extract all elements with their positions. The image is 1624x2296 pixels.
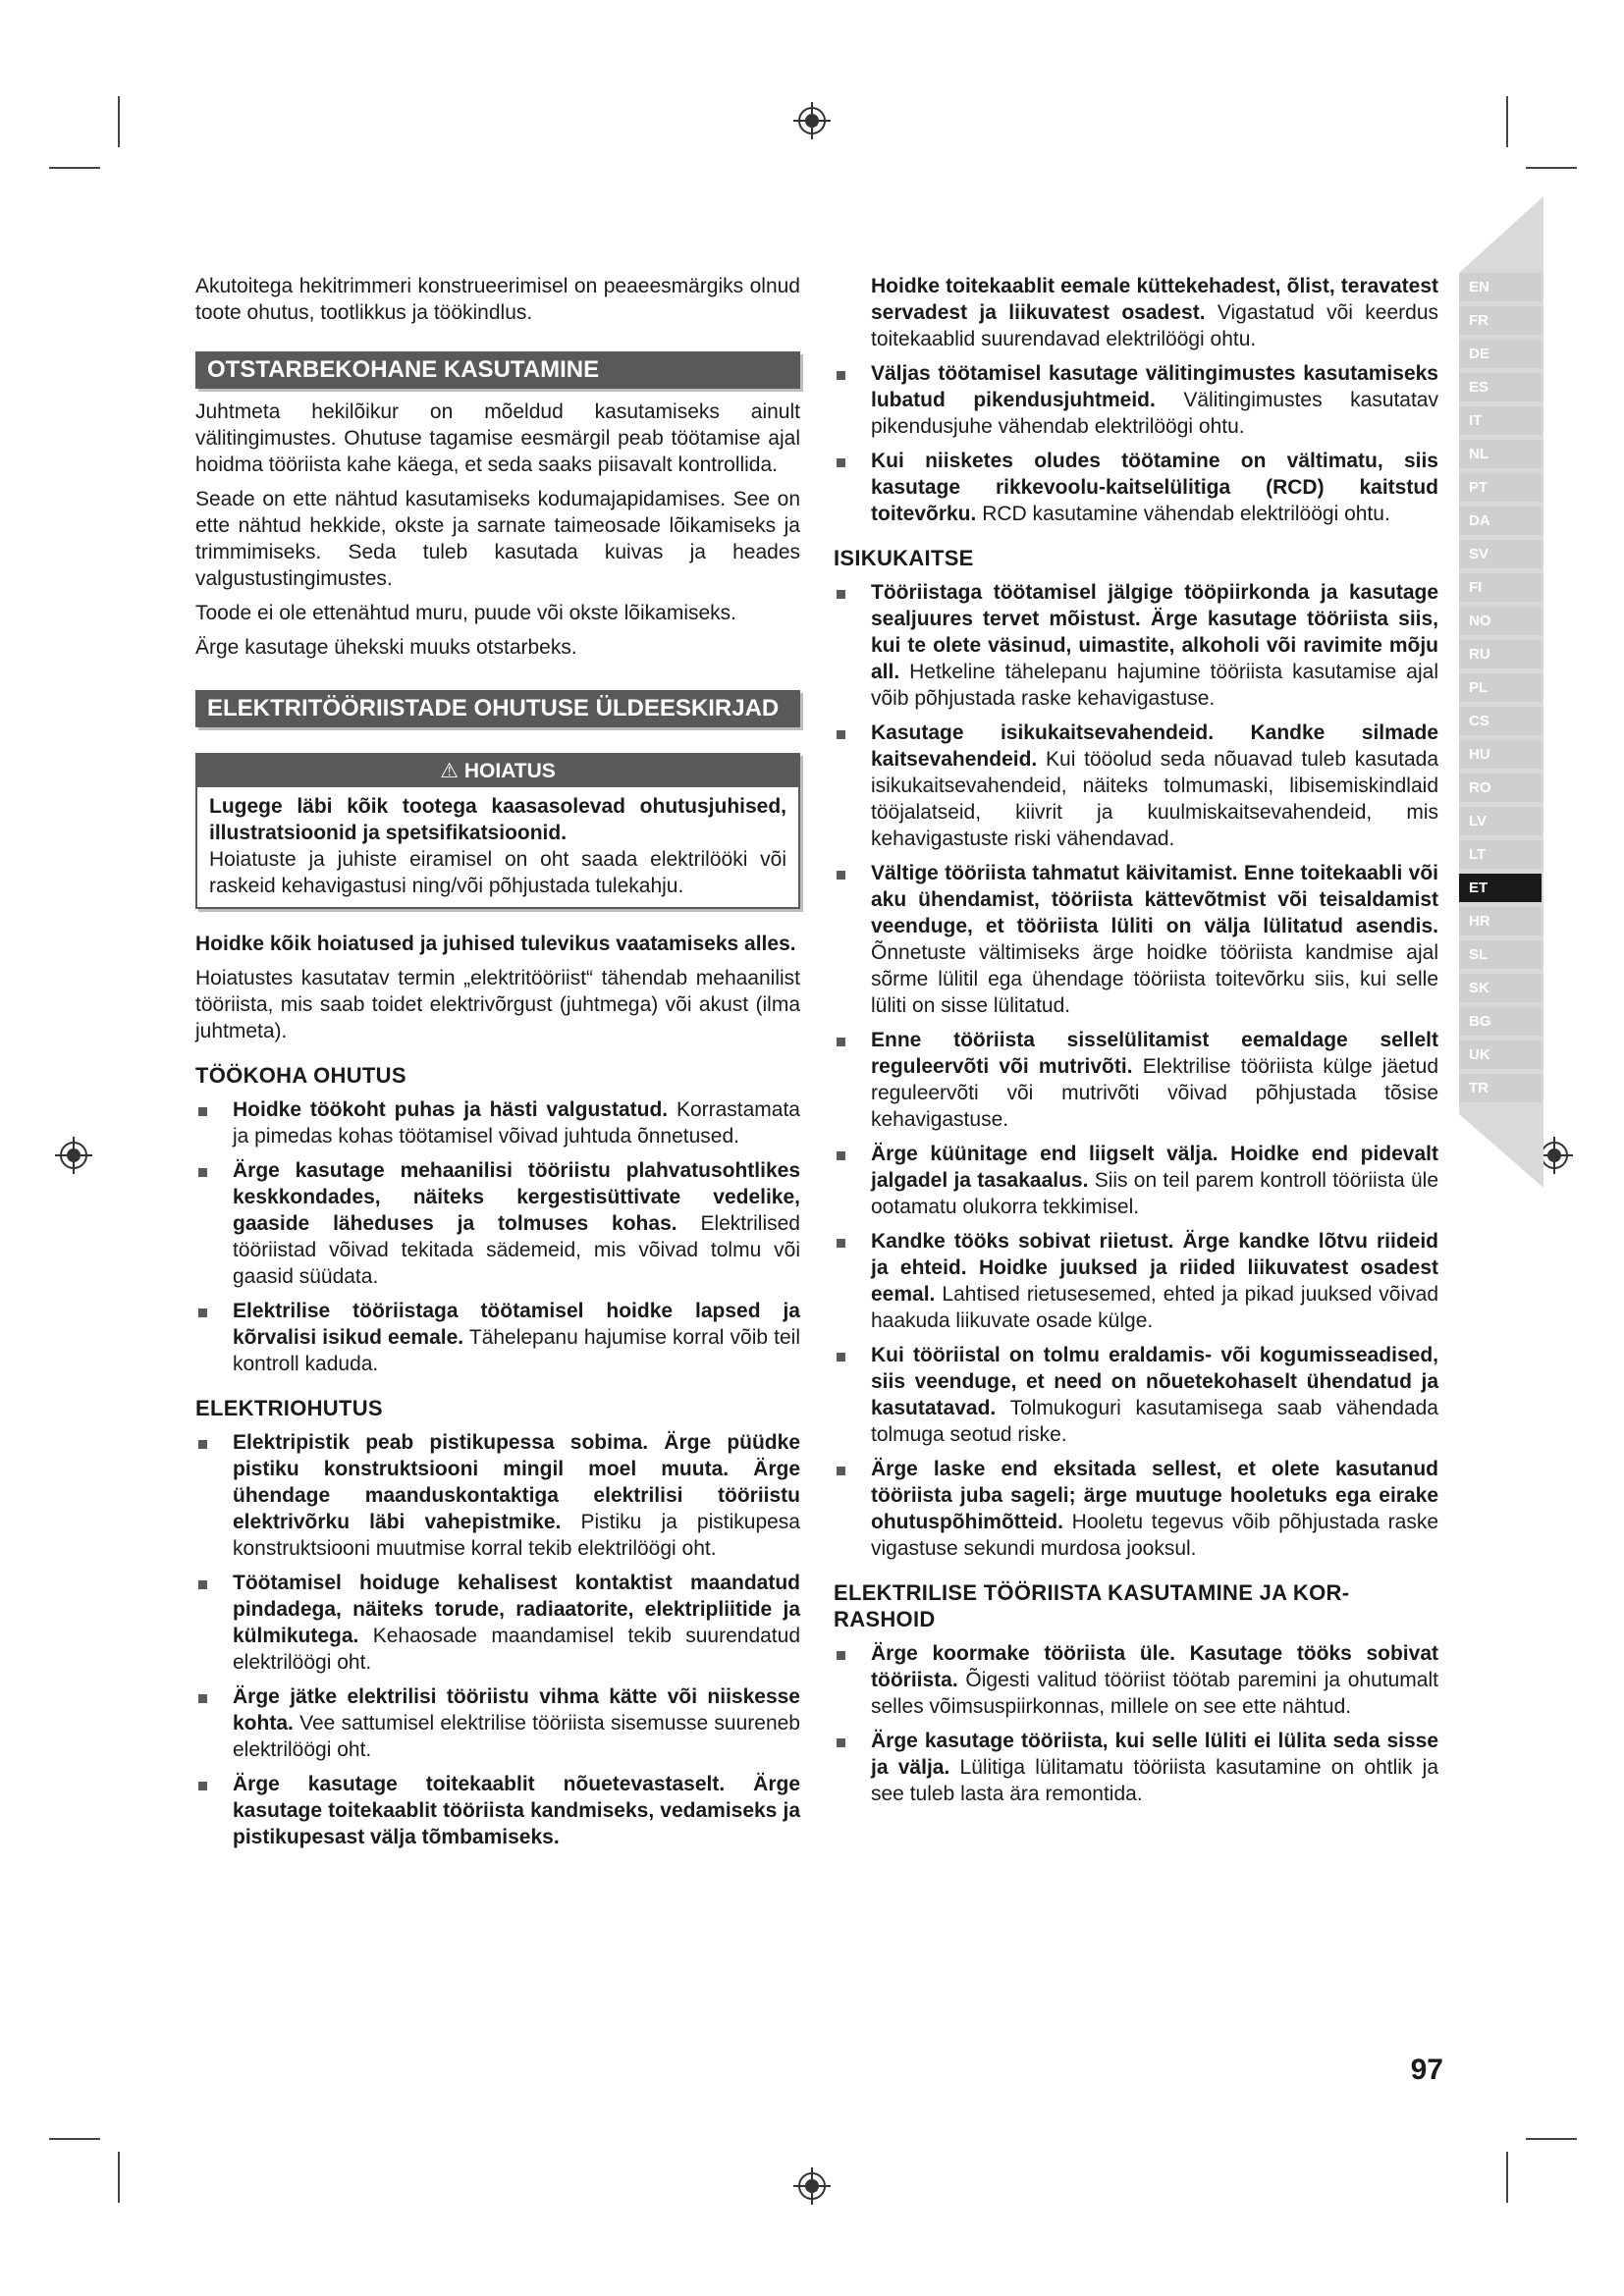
personal-safety-list (834, 579, 1438, 1562)
language-tab-no[interactable]: NO (1459, 607, 1542, 635)
language-tabs (1459, 273, 1542, 1107)
crop-mark (1526, 2138, 1577, 2140)
list-item: Ärge laske end eksitada sellest, et olete kasutanud tööriista juba sageli; ärge muutuge hooletuks ega eirake ohutuspõhimõtteid. Hooletu tegevus võib põhjustada raske vigastuse sekundi murdosa jooksul. (834, 1456, 1438, 1562)
electrical-list-continued (834, 360, 1438, 527)
list-item: Ärge kasutage toitekaablit nõuetevastaselt. Ärge kasutage toitekaablit tööriista kandmiseks, vedamiseks ja pistikupesast välja tõmbamiseks. (195, 1771, 800, 1850)
language-tab-fr[interactable]: FR (1459, 306, 1542, 335)
language-tab-sv[interactable]: SV (1459, 540, 1542, 568)
warning-bold-text: Lugege läbi kõik tootega kaasasolevad ohutusjuhised, illustratsioonid ja spetsifikatsioonid. (209, 795, 786, 844)
language-tab-lv[interactable]: LV (1459, 807, 1542, 835)
tool-use-list (834, 1640, 1438, 1807)
left-column (195, 273, 800, 1858)
keep-instructions-text: Hoidke kõik hoiatused ja juhised tulevikus vaatamiseks alles. (195, 933, 796, 955)
language-tab-it[interactable]: IT (1459, 406, 1542, 435)
list-item: Ärge kasutage tööriista, kui selle lüliti ei lülita seda sisse ja välja. Lülitiga lülitamatu tööriista kasutamine on ohtlik ja see tuleb lasta ära remontida. (834, 1728, 1438, 1807)
intro-text: Akutoitega hekitrimmeri konstrueerimisel on peaeesmärgiks olnud toote ohutus, tootlikkus ja töökindlus. (195, 275, 800, 324)
language-tab-da[interactable]: DA (1459, 507, 1542, 535)
electrical-list (195, 1429, 800, 1850)
crop-mark (1506, 96, 1508, 147)
list-item: Väljas töötamisel kasutage välitingimustes kasutamiseks lubatud pikendusjuhtmeid. Välitingimustes kasutatav pikendusjuhe vähendab elektrilöögi ohtu. (834, 360, 1438, 440)
list-item: Kasutage isikukaitsevahendeid. Kandke silmade kaitsevahendeid. Kui tööolud seda nõuavad tuleb kasutada isikukaitsevahendeid, näiteks tolmumaski, libisemiskindlaid tööjalatseid, kiivrit ja kuulmiskaitsevahendeid, mis kehavigastuste riski vähendavad. (834, 720, 1438, 852)
paragraph: Seade on ette nähtud kasutamiseks kodumajapidamises. See on ette nähtud hekkide, okste ja sarnate taimeosade lõikamiseks ja trimmimiseks. Seda tuleb kasutada kuivas ja heades valgustustingimustes. (195, 488, 800, 590)
paragraph: Toode ei ole ettenähtud muru, puude või okste lõikamiseks. (195, 602, 736, 624)
warning-heading: ⚠ HOIATUS (197, 755, 798, 787)
list-item: Elektrilise tööriistaga töötamisel hoidke lapsed ja kõrvalisi isikud eemale. Tähelepanu hajumise korral võib teil kontroll kaduda. (195, 1298, 800, 1377)
crop-mark (118, 2152, 120, 2203)
list-item: Tööriistaga töötamisel jälgige tööpiirkonda ja kasutage sealjuures tervet mõistust. Ärge kasutage tööriista siis, kui te olete väsinud, uimastite, alkoholi või ravimite mõju all. Hetkeline tähelepanu hajumine tööriista kasutamise ajal võib põhjustada raske kehavigastuse. (834, 579, 1438, 712)
continued-item: Hoidke toitekaablit eemale küttekehadest, õlist, teravatest servadest ja liikuvatest osadest. Vigastatud või keerdus toitekaablid suurendavad elektrilöögi ohtu. (871, 275, 1438, 350)
warning-text: Hoiatuste ja juhiste eiramisel on oht saada elektrilööki või raskeid kehavigastusi ning/või põhjustada tulekahju. (209, 848, 786, 897)
language-tab-pl[interactable]: PL (1459, 673, 1542, 702)
language-tab-ro[interactable]: RO (1459, 774, 1542, 802)
list-item: Kui niisketes oludes töötamine on vältimatu, siis kasutage rikkevoolu-kaitselülitiga (RCD) kaitstud toitevõrku. RCD kasutamine vähendab elektrilöögi ohtu. (834, 448, 1438, 527)
warning-box (195, 753, 800, 909)
subheading-workplace-safety: TÖÖKOHA OHUTUS (195, 1063, 406, 1088)
language-tab-de[interactable]: DE (1459, 340, 1542, 368)
language-tab-nl[interactable]: NL (1459, 440, 1542, 468)
list-item: Enne tööriista sisselülitamist eemaldage sellelt reguleervõti või mutrivõti. Elektrilise tööriista külge jäetud reguleervõti või mutrivõti võivad põhjustada tõsise kehavigastuse. (834, 1027, 1438, 1133)
list-item: Ärge jätke elektrilisi tööriistu vihma kätte või niiskesse kohta. Vee sattumisel elektrilise tööriista sisemusse suureneb elektrilöögi oht. (195, 1683, 800, 1763)
list-item: Ärge kasutage mehaanilisi tööriistu plahvatusohtlikes keskkondades, näiteks kergestisüttivate vedelike, gaaside läheduses ja tolmuses kohas. Elektrilised tööriistad võivad tekitada sädemeid, mis võivad tolmu või gaasid süüdata. (195, 1157, 800, 1290)
crop-mark (1526, 167, 1577, 169)
subheading-personal-safety: ISIKUKAITSE (834, 546, 974, 570)
crop-mark (49, 167, 100, 169)
warning-triangle-icon: ⚠ (440, 760, 460, 782)
section-heading-general-safety: ELEKTRITÖÖRIISTADE OHUTUSE ÜLDEESKIRJAD (195, 690, 800, 727)
paragraph: Juhtmeta hekilõikur on mõeldud kasutamiseks ainult välitingimustes. Ohutuse tagamise eesmärgil peab töötamise ajal hoidma tööriista kahe käega, et seda saaks piisavalt kontrollida. (195, 400, 800, 476)
registration-mark-icon (793, 2167, 831, 2205)
list-item: Töötamisel hoiduge kehalisest kontaktist maandatud pindadega, näiteks torude, radiaatorite, elektripliitide ja külmikutega. Kehaosade maandamisel tekib suurendatud elektrilöögi oht. (195, 1570, 800, 1676)
subheading-electrical-safety: ELEKTRIOHUTUS (195, 1396, 383, 1420)
language-tab-en[interactable]: EN (1459, 273, 1542, 301)
list-item: Hoidke töökoht puhas ja hästi valgustatud. Korrastamata ja pimedas kohas töötamisel võivad juhtuda õnnetused. (195, 1096, 800, 1149)
language-tab-uk[interactable]: UK (1459, 1041, 1542, 1069)
list-item: Vältige tööriista tahmatut käivitamist. Enne toitekaabli või aku ühendamist, tööriista kättevõtmist või teisaldamist veenduge, et tööriista lüliti on välja lülitatud asendis. Õnnetuste vältimiseks ärge hoidke tööriista kandmise ajal sõrme lülitil ega ühendage tööriista toitevõrku siis, kui selle lüliti on sisse lülitatud. (834, 860, 1438, 1019)
language-tab-hu[interactable]: HU (1459, 740, 1542, 769)
registration-mark-icon (793, 102, 831, 139)
right-column (834, 273, 1438, 1815)
crop-mark (118, 96, 120, 147)
list-item: Kandke tööks sobivat riietust. Ärge kandke lõtvu riideid ja ehteid. Hoidke juuksed ja riided liikuvatest osadest eemal. Lahtised rietusesemed, ehted ja pikad juuksed võivad haakuda liikuvate osade külge. (834, 1228, 1438, 1334)
workplace-list (195, 1096, 800, 1377)
language-tab-sk[interactable]: SK (1459, 974, 1542, 1002)
language-tab-et[interactable]: ET (1459, 874, 1542, 902)
subheading-tool-use-care: ELEKTRILISE TÖÖRIISTA KASUTAMINE JA KOR-RASHOID (834, 1580, 1350, 1631)
list-item: Elektripistik peab pistikupessa sobima. Ärge püüdke pistiku konstruktsiooni mingil moel muuta. Ärge ühendage maanduskontaktiga elektrilisi tööriistu elektrivõrku läbi vahepistmike. Pistiku ja pistikupesa konstruktsiooni muutmise korral tekib elektrilöögi oht. (195, 1429, 800, 1562)
list-item: Ärge koormake tööriista üle. Kasutage tööks sobivat tööriista. Õigesti valitud tööriist töötab paremini ja ohutumalt selles võimsuspiirkonnas, millele on see ette nähtud. (834, 1640, 1438, 1720)
language-tab-fi[interactable]: FI (1459, 573, 1542, 602)
registration-mark-icon (55, 1137, 92, 1174)
term-definition-text: Hoiatustes kasutatav termin „elektritööriist“ tähendab mehaanilist tööriista, mis saab toidet elektrivõrgust (juhtmega) või akust (ilma juhtmeta). (195, 967, 800, 1042)
language-tab-cs[interactable]: CS (1459, 707, 1542, 735)
language-tab-bg[interactable]: BG (1459, 1007, 1542, 1036)
list-item: Ärge küünitage end liigselt välja. Hoidke end pidevalt jalgadel ja tasakaalus. Siis on teil parem kontroll tööriista üle ootamatu olukorra tekkimisel. (834, 1141, 1438, 1220)
language-tab-pt[interactable]: PT (1459, 473, 1542, 502)
list-item: Kui tööriistal on tolmu eraldamis- või kogumisseadised, siis veenduge, et need on nõuetekohaselt ühendatud ja kasutatavad. Tolmukoguri kasutamisega saab vähendada tolmuga seotud riske. (834, 1342, 1438, 1448)
page-number: 97 (1410, 2054, 1443, 2086)
language-tab-sl[interactable]: SL (1459, 940, 1542, 969)
language-tab-tr[interactable]: TR (1459, 1074, 1542, 1102)
language-tab-hr[interactable]: HR (1459, 907, 1542, 935)
section-heading-intended-use: OTSTARBEKOHANE KASUTAMINE (195, 351, 800, 389)
language-tab-ru[interactable]: RU (1459, 640, 1542, 668)
language-tab-es[interactable]: ES (1459, 373, 1542, 401)
paragraph: Ärge kasutage ühekski muuks otstarbeks. (195, 636, 577, 659)
crop-mark (1506, 2152, 1508, 2203)
crop-mark (49, 2138, 100, 2140)
language-tab-lt[interactable]: LT (1459, 840, 1542, 869)
